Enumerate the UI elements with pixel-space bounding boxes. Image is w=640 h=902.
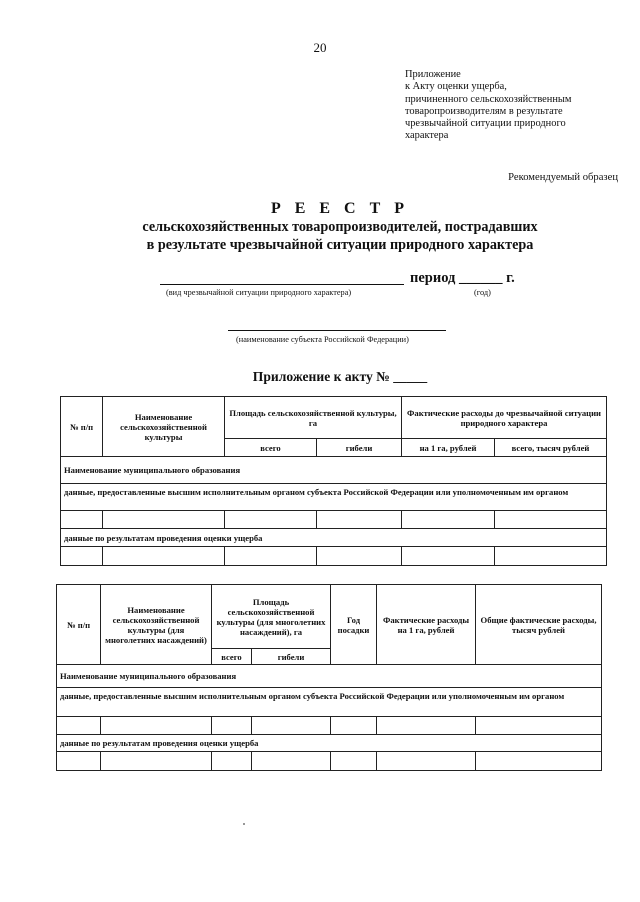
assessment-data-row: данные по результатам проведения оценки ущерба: [57, 735, 602, 752]
cell: [103, 547, 225, 566]
cell: [225, 511, 317, 529]
header-costs-per-ha: Фактические расходы на 1 га, рублей: [377, 585, 476, 665]
subtitle-line: сельскохозяйственных товаропроизводителей, пострадавших: [142, 219, 538, 235]
subject-name-line: [228, 330, 446, 331]
cell: [252, 717, 331, 735]
header-area-lost: гибели: [317, 439, 402, 457]
cell: [61, 511, 103, 529]
registry-table-annual: [60, 396, 607, 566]
year-caption: (год): [474, 288, 491, 297]
header-area: Площадь сельскохозяйственной культуры (для многолетних насаждений), га: [212, 585, 331, 649]
appendix-line: чрезвычайной ситуации природного: [405, 118, 566, 130]
cell: [57, 717, 101, 735]
cell: [252, 752, 331, 771]
municipal-row: Наименование муниципального образования: [61, 457, 607, 484]
recommended-sample-label: Рекомендуемый образец: [508, 172, 618, 183]
cell: [101, 717, 212, 735]
executive-data-row: данные, предоставленные высшим исполнительным органом субъекта Российской Федерации или уполномоченным им органом: [57, 688, 602, 717]
appendix-note: [405, 69, 620, 143]
situation-type-line: [160, 284, 404, 285]
cell: [476, 717, 602, 735]
act-appendix-title: Приложение к акту № _____: [252, 369, 428, 384]
header-num: № п/п: [57, 585, 101, 665]
header-costs-per-ha: на 1 га, рублей: [402, 439, 495, 457]
scan-speck: [243, 823, 245, 825]
appendix-line: к Акту оценки ущерба,: [405, 81, 507, 93]
cell: [402, 547, 495, 566]
period-label: период ______ г.: [410, 270, 515, 286]
header-planting-year: Год посадки: [331, 585, 377, 665]
cell: [212, 752, 252, 771]
subject-name-caption: (наименование субъекта Российской Федерации): [236, 335, 409, 344]
cell: [377, 752, 476, 771]
cell: [495, 511, 607, 529]
header-area-total: всего: [212, 649, 252, 665]
header-costs: Фактические расходы до чрезвычайной ситуации природного характера: [402, 397, 607, 439]
cell: [103, 511, 225, 529]
cell: [402, 511, 495, 529]
document-subtitle: [0, 218, 640, 254]
cell: [495, 547, 607, 566]
cell: [101, 752, 212, 771]
cell: [57, 752, 101, 771]
table-row: [61, 511, 607, 529]
header-costs-total: всего, тысяч рублей: [495, 439, 607, 457]
registry-table-perennial: [56, 584, 602, 771]
situation-type-caption: (вид чрезвычайной ситуации природного характера): [166, 288, 352, 297]
page-number: 20: [313, 40, 327, 55]
header-area-lost: гибели: [252, 649, 331, 665]
cell: [61, 547, 103, 566]
subtitle-line: в результате чрезвычайной ситуации природного характера: [146, 237, 534, 253]
cell: [377, 717, 476, 735]
cell: [331, 752, 377, 771]
table-row: [57, 717, 602, 735]
appendix-line: Приложение: [405, 69, 461, 80]
document-title: Р Е Е С Т Р: [270, 200, 410, 217]
header-crop: Наименование сельскохозяйственной культуры: [103, 397, 225, 457]
header-area-total: всего: [225, 439, 317, 457]
municipal-row: Наименование муниципального образования: [57, 665, 602, 688]
cell: [212, 717, 252, 735]
table-row: [57, 752, 602, 771]
appendix-line: причиненного сельскохозяйственным: [405, 93, 572, 105]
cell: [225, 547, 317, 566]
cell: [317, 511, 402, 529]
executive-data-row: данные, предоставленные высшим исполнительным органом субъекта Российской Федерации или уполномоченным им органом: [61, 484, 607, 511]
header-total-costs: Общие фактические расходы, тысяч рублей: [476, 585, 602, 665]
table-row: [61, 547, 607, 566]
cell: [317, 547, 402, 566]
cell: [476, 752, 602, 771]
header-area: Площадь сельскохозяйственной культуры, га: [225, 397, 402, 439]
header-crop: Наименование сельскохозяйственной культуры (для многолетних насаждений): [101, 585, 212, 665]
cell: [331, 717, 377, 735]
assessment-data-row: данные по результатам проведения оценки ущерба: [61, 529, 607, 547]
appendix-line: характера: [405, 130, 449, 142]
header-num: № п/п: [61, 397, 103, 457]
appendix-line: товаропроизводителям в результате: [405, 105, 563, 117]
